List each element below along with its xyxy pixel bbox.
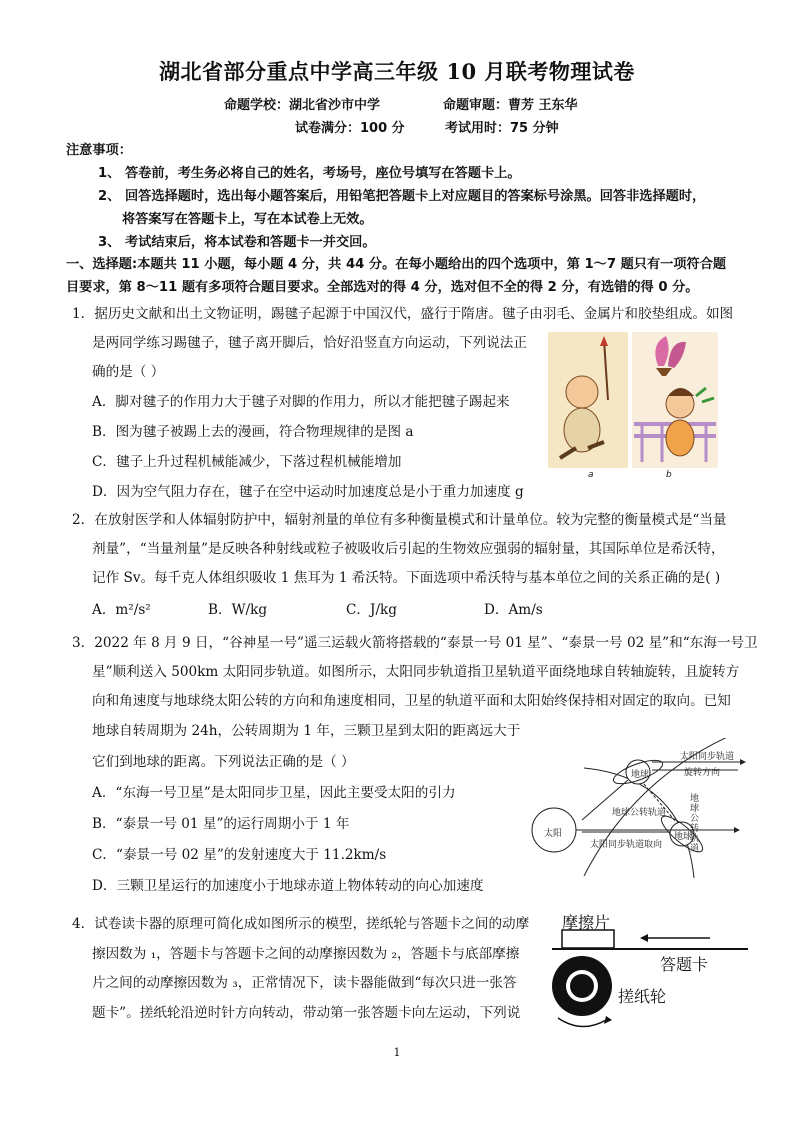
q1-shuttlecock-figure (546, 330, 720, 498)
label-earth-top: 地球 (631, 770, 650, 780)
note-item: 将答案写在答题卡上，写在本试卷上无效。 (122, 212, 373, 227)
q3-stem-line: 它们到地球的距离。下列说法正确的是（ ） (92, 754, 355, 770)
q1-stem-line: 确的是（ ） (92, 364, 165, 380)
label-friction-pad: 摩擦片 (562, 913, 611, 932)
q2-stem-line: 2．在放射医学和人体辐射防护中，辐射剂量的单位有多种衡量模式和计量单位。较为完整的衡量模式是“当量 (72, 512, 727, 528)
duration-info: 考试用时：75 分钟 (445, 121, 559, 136)
q2-option-b: B．W/kg (208, 602, 268, 618)
q1-option-c: C．毽子上升过程机械能减少，下落过程机械能增加 (92, 454, 402, 470)
q1-option-d: D．因为空气阻力存在，毽子在空中运动时加速度总是小于重力加速度 g (92, 484, 524, 500)
q1-option-b: B．图为毽子被踢上去的漫画，符合物理规律的是图 a (92, 424, 414, 440)
label-sso-direction: 太阳同步轨道取向 (590, 840, 663, 850)
q2-stem-line: 记作 Sv。每千克人体组织吸收 1 焦耳为 1 希沃特。下面选项中希沃特与基本单位之间的关系正确的是( ) (92, 570, 721, 586)
label-sso: 太阳同步轨道 (680, 752, 735, 762)
q3-option-d: D．三颗卫星运行的加速度小于地球赤道上物体转动的向心加速度 (92, 878, 484, 894)
page-number: 1 (393, 1046, 401, 1059)
note-item: 1、 答卷前，考生务必将自己的姓名，考场号，座位号填写在答题卡上。 (98, 166, 521, 181)
note-item: 3、 考试结束后，将本试卷和答题卡一并交回。 (98, 235, 376, 250)
section-heading-line: 一、选择题:本题共 11 小题，每小题 4 分，共 44 分。在每小题给出的四个选项中，第 1～7 题只有一项符合题 (66, 257, 727, 272)
note-item: 2、 回答选择题时，选出每小题答案后，用铅笔把答题卡上对应题目的答案标号涂黑。回答非选择题时， (98, 189, 706, 204)
q3-stem-line: 地球自转周期为 24h，公转周期为 1 年，三颗卫星到太阳的距离远大于 (92, 723, 521, 739)
q3-stem-line: 3．2022 年 8 月 9 日，“谷神星一号”遥三运载火箭将搭载的“泰景一号 01 星”、“泰景一号 02 星”和“东海一号卫 (72, 635, 758, 651)
q4-stem-line: 题卡”。搓纸轮沿逆时针方向转动，带动第一张答题卡向左运动，下列说 (92, 1005, 521, 1021)
q3-stem-line: 向和角速度与地球绕太阳公转的方向和角速度相同，卫星的轨道平面和太阳始终保持相对固定的取向。已知 (92, 693, 731, 709)
label-revolution: 地球公转轨道 (690, 794, 700, 854)
q3-option-b: B．“泰景一号 01 星”的运行周期小于 1 年 (92, 816, 350, 832)
figure-label-a: a (588, 470, 594, 480)
label-rotation-direction: 旋转方向 (684, 768, 721, 778)
label-earth-bottom: 地球 (674, 832, 693, 842)
q3-option-c: C．“泰景一号 02 星”的发射速度大于 11.2km/s (92, 847, 387, 863)
label-answer-card: 答题卡 (660, 955, 709, 974)
q1-option-a: A．脚对毽子的作用力大于毽子对脚的作用力，所以才能把毽子踢起来 (92, 394, 510, 410)
label-orbit: 地球公转轨道 (612, 808, 667, 818)
q2-option-a: A．m²/s² (92, 602, 151, 618)
q4-stem-line: 片之间的动摩擦因数为 ₃，正常情况下，读卡器能做到“每次只进一张答 (92, 975, 517, 991)
q2-stem-line: 剂量”，“当量剂量”是反映各种射线或粒子被吸收后引起的生物效应强弱的辐射量，其国际单位是希沃特， (92, 541, 725, 557)
q2-option-c: C．J/kg (346, 602, 397, 618)
notes-heading: 注意事项： (66, 143, 132, 158)
q2-option-d: D．Am/s (484, 602, 543, 618)
section-heading-line: 目要求，第 8～11 题有多项符合题目要求。全部选对的得 4 分，选对但不全的得 2 分，有选错的得 0 分。 (66, 280, 699, 295)
q1-stem-line: 是两同学练习踢毽子，毽子离开脚后，恰好沿竖直方向运动，下列说法正 (92, 335, 527, 351)
q3-option-a: A．“东海一号卫星”是太阳同步卫星，因此主要受太阳的引力 (92, 785, 456, 801)
q4-stem-line: 擦因数为 ₁，答题卡与答题卡之间的动摩擦因数为 ₂，答题卡与底部摩擦 (92, 946, 520, 962)
label-sun: 太阳 (544, 829, 563, 839)
exam-title: 湖北省部分重点中学高三年级 10 月联考物理试卷 (159, 59, 635, 84)
q4-stem-line: 4．试卷读卡器的原理可简化成如图所示的模型，搓纸轮与答题卡之间的动摩 (72, 916, 530, 932)
q3-stem-line: 星”顺利送入 500km 太阳同步轨道。如图所示，太阳同步轨道指卫星轨道平面绕地球自转轴旋转，且旋转方 (92, 664, 740, 680)
figure-label-b: b (666, 470, 672, 480)
full-score-info: 试卷满分：100 分 (295, 121, 405, 136)
q1-stem-line: 1．据历史文献和出土文物证明，踢毽子起源于中国汉代，盛行于隋唐。毽子由羽毛、金属片和胶垫组成。如图 (72, 306, 734, 322)
label-pickup-wheel: 搓纸轮 (618, 987, 667, 1006)
school-info: 命题学校：湖北省沙市中学 (224, 98, 381, 113)
reviewers-info: 命题审题：曹芳 王东华 (443, 98, 578, 113)
